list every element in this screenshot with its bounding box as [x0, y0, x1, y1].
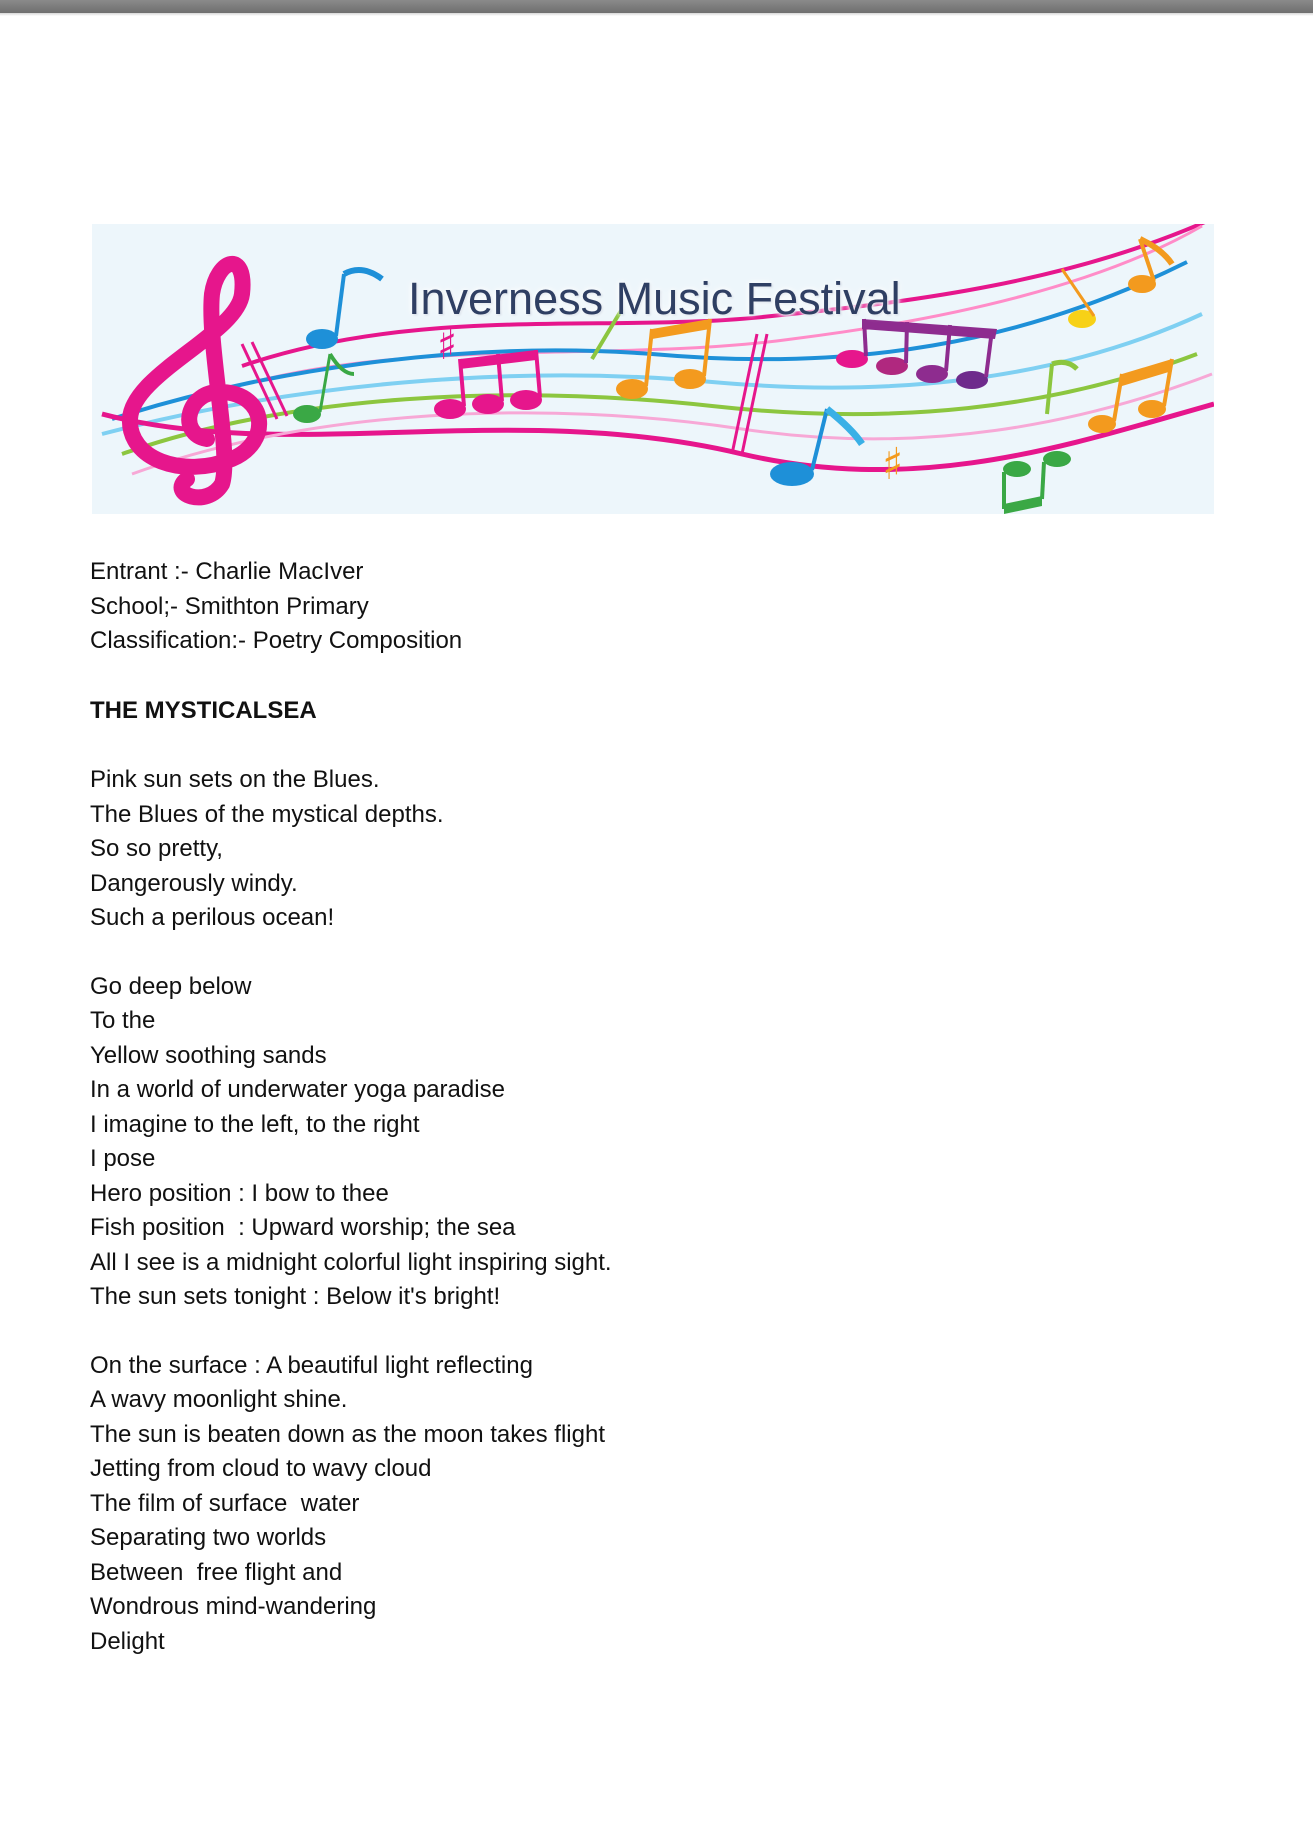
- school-line: School;- Smithton Primary: [90, 592, 369, 620]
- poem-line: I pose: [90, 1145, 156, 1172]
- poem-line: The Blues of the mystical depths.: [90, 800, 444, 828]
- poem-line: On the surface : A beautiful light reflecting: [90, 1351, 533, 1379]
- poem-line: Between free flight and: [90, 1558, 343, 1586]
- treble-clef-icon: [130, 264, 259, 497]
- classification-line: Classification:- Poetry Composition: [90, 627, 463, 654]
- poem-stanza-2: [90, 970, 1190, 1315]
- poem-line: Such a perilous ocean!: [90, 904, 335, 931]
- page-edge-shadow: [0, 13, 1313, 16]
- poem-line: Dangerously windy.: [90, 869, 298, 897]
- poem-line: The film of surface water: [90, 1489, 360, 1517]
- poem-line: To the: [90, 1007, 156, 1034]
- music-note-icon: [1047, 362, 1077, 414]
- poem-line: Go deep below: [90, 972, 252, 1000]
- poem-stanza-3: [90, 1349, 1190, 1660]
- poem-line: The sun is beaten down as the moon takes flight: [90, 1420, 605, 1448]
- viewer-top-bar: [0, 0, 1313, 13]
- poem-line: Delight: [90, 1627, 165, 1655]
- document-body: [90, 555, 1190, 1659]
- poem-line: In a world of underwater yoga paradise: [90, 1076, 505, 1103]
- poem-line: Pink sun sets on the Blues.: [90, 766, 380, 793]
- poem-line: Yellow soothing sands: [90, 1041, 327, 1069]
- poem-line: So so pretty,: [90, 835, 223, 862]
- poem-line: Fish position : Upward worship; the sea: [90, 1214, 516, 1241]
- poem-line: A wavy moonlight shine.: [90, 1386, 348, 1413]
- music-note-icon: [1062, 239, 1172, 328]
- sharp-icon: ♯: [882, 439, 904, 490]
- poem-title: THE MYSTICALSEA: [90, 696, 317, 724]
- festival-banner: [92, 224, 1214, 514]
- poem-line: Separating two worlds: [90, 1524, 327, 1551]
- banner-title: Inverness Music Festival: [408, 273, 901, 324]
- poem-line: Hero position : I bow to thee: [90, 1179, 389, 1207]
- music-staff-icon: [92, 224, 1214, 514]
- poem-line: The sun sets tonight : Below it's bright!: [90, 1283, 501, 1310]
- poem-line: I imagine to the left, to the right: [90, 1110, 420, 1138]
- music-note-icon: [770, 409, 862, 486]
- poem-line: Wondrous mind-wandering: [90, 1593, 377, 1620]
- poem-line: All I see is a midnight colorful light inspiring sight.: [90, 1248, 612, 1276]
- poem-stanza-1: [90, 763, 1190, 936]
- music-note-icon: [1003, 451, 1071, 514]
- entrant-line: Entrant :- Charlie MacIver: [90, 558, 364, 585]
- poem-line: Jetting from cloud to wavy cloud: [90, 1455, 432, 1482]
- sharp-icon: ♯: [437, 320, 458, 369]
